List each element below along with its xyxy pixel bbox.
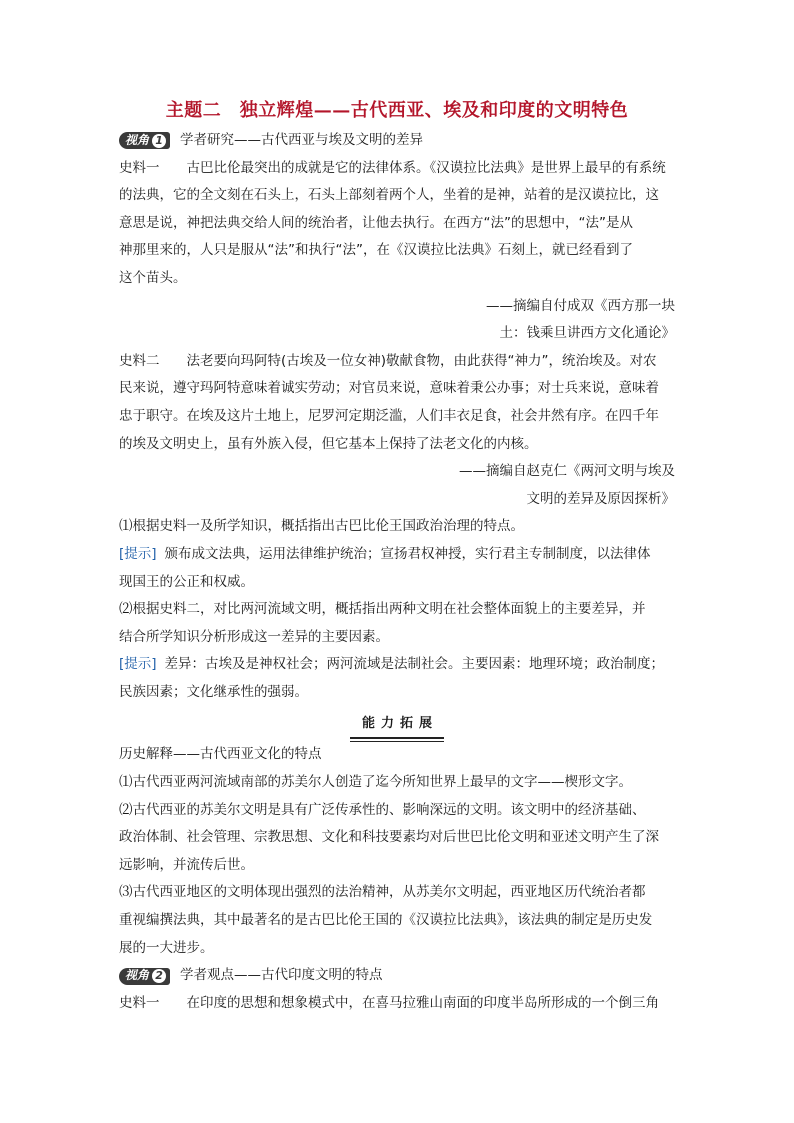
source-label: 史料一 <box>119 994 160 1011</box>
source-citation-1: ——摘编自付成双《西方那一块 <box>486 297 675 314</box>
source-citation-2: ——摘编自赵克仁《两河文明与埃及 <box>459 463 675 480</box>
extension-item-line: ⑶古代西亚地区的文明体现出强烈的法治精神，从苏美尔文明起，西亚地区历代统治者都 <box>119 884 646 901</box>
source-citation-1: 土：钱乘旦讲西方文化通论》 <box>499 325 675 342</box>
source-paragraph-1-line: 史料一 古巴比伦最突出的成就是它的法律体系。《汉谟拉比法典》是世界上最早的有系统 <box>119 159 666 176</box>
extension-item-line: 远影响，并流传后世。 <box>119 856 254 873</box>
source-paragraph-1-line: 神那里来的，人只是服从“法”和执行“法”，在《汉谟拉比法典》石刻上，就已经看到了 <box>119 242 633 259</box>
extension-banner: 能力拓展 <box>350 713 444 739</box>
view-badge-number: 2 <box>152 969 166 983</box>
source-paragraph-3-line: 史料一 在印度的思想和想象模式中，在喜马拉雅山南面的印度半岛所形成的一个倒三角 <box>119 994 659 1011</box>
answer-2-line: 民族因素；文化继承性的强弱。 <box>119 683 308 700</box>
answer-1-line: [提示] 颁布成文法典，运用法律维护统治；宣扬君权神授，实行君主专制制度，以法律体 <box>119 545 651 562</box>
source-label: 史料二 <box>119 352 160 369</box>
view-badge-2 <box>119 968 170 985</box>
extension-item-line: ⑵古代西亚的苏美尔文明是具有广泛传承性的、影响深远的文明。该文明中的经济基础、 <box>119 801 646 818</box>
extension-heading: 历史解释——古代西亚文化的特点 <box>119 746 322 763</box>
source-paragraph-2-line: 民来说，遵守玛阿特意味着诚实劳动；对官员来说，意味着秉公办事；对士兵来说，意味着 <box>119 380 659 397</box>
document-body <box>119 127 675 1017</box>
extension-item-line: ⑴古代西亚两河流域南部的苏美尔人创造了迄今所知世界上最早的文字——楔形文字。 <box>119 774 632 791</box>
answer-2-line: [提示] 差异：古埃及是神权社会；两河流域是法制社会。主要因素：地理环境；政治制度； <box>119 656 665 673</box>
view-heading-text: 学者观点——古代印度文明的特点 <box>180 967 383 984</box>
view-badge-text: 视角 <box>125 968 150 983</box>
question-1: ⑴根据史料一及所学知识，概括指出古巴比伦王国政治治理的特点。 <box>119 518 524 535</box>
view-heading-2 <box>119 962 675 990</box>
view-heading-1 <box>119 127 675 155</box>
view-badge-number: 1 <box>152 134 166 148</box>
source-paragraph-1-line: 这个苗头。 <box>119 269 187 286</box>
extension-item-line: 展的一大进步。 <box>119 939 214 956</box>
extension-item-line: 政治体制、社会管理、宗教思想、文化和科技要素均对后世巴比伦文明和亚述文明产生了深 <box>119 829 659 846</box>
answer-1-line: 现国王的公正和权威。 <box>119 573 254 590</box>
extension-banner-row <box>119 712 675 739</box>
hint-label: [提示] <box>119 545 157 562</box>
source-citation-2: 文明的差异及原因探析》 <box>526 490 675 507</box>
page-title: 主题二 独立辉煌——古代西亚、埃及和印度的文明特色 <box>165 100 629 121</box>
source-paragraph-1-line: 的法典，它的全文刻在石头上，石头上部刻着两个人，坐着的是神，站着的是汉谟拉比，这 <box>119 187 659 204</box>
view-badge-text: 视角 <box>125 133 150 147</box>
question-2-line: 结合所学知识分析形成这一差异的主要因素。 <box>119 628 389 645</box>
hint-label: [提示] <box>119 656 157 673</box>
source-label: 史料一 <box>119 159 160 176</box>
extension-item-line: 重视编撰法典，其中最著名的是古巴比伦王国的《汉谟拉比法典》，该法典的制定是历史发 <box>119 912 653 929</box>
source-paragraph-2-line: 的埃及文明史上，虽有外族入侵，但它基本上保持了法老文化的内核。 <box>119 435 538 452</box>
source-paragraph-2-line: 忠于职守。在埃及这片土地上，尼罗河定期泛滥，人们丰衣足食，社会井然有序。在四千年 <box>119 407 659 424</box>
question-2-line: ⑵根据史料二，对比两河流域文明，概括指出两种文明在社会整体面貌上的主要差异，并 <box>119 601 646 618</box>
view-badge-1 <box>119 132 170 149</box>
source-paragraph-1-line: 意思是说，神把法典交给人间的统治者，让他去执行。在西方“法”的思想中，“法”是从 <box>119 214 633 231</box>
view-heading-text: 学者研究——古代西亚与埃及文明的差异 <box>180 132 424 148</box>
source-paragraph-2-line: 史料二 法老要向玛阿特(古埃及一位女神)敬献食物，由此获得“神力”，统治埃及。对农 <box>119 352 657 369</box>
